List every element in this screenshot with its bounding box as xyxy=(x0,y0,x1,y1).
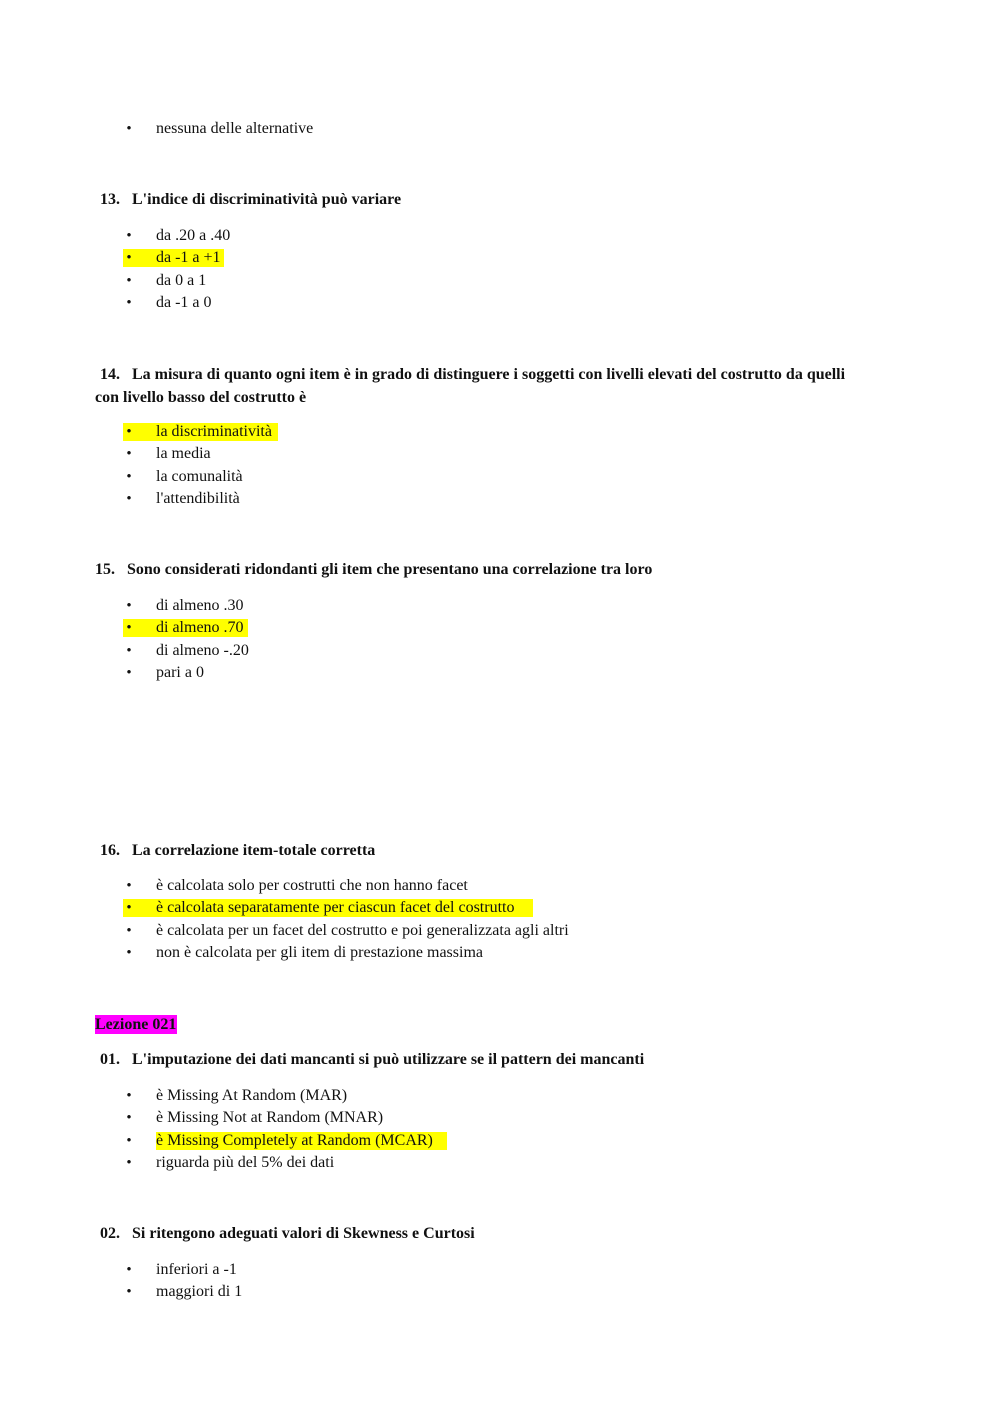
question-13: 13. L'indice di discriminatività può variare xyxy=(100,191,402,208)
list-item: • pari a 0 xyxy=(0,662,800,684)
bullet-icon: • xyxy=(126,1284,132,1301)
question-14: 14. La misura di quanto ogni item è in grado di distinguere i soggetti con livelli elevati del costrutto da quelli con livello basso del costrutto è xyxy=(95,366,846,406)
question-01: 01. L'imputazione dei dati mancanti si può utilizzare se il pattern dei mancanti xyxy=(100,1051,645,1068)
question-15: 15. Sono considerati ridondanti gli item che presentano una correlazione tra loro xyxy=(95,561,653,578)
list-item: • da .20 a .40 xyxy=(0,225,800,247)
question-02: 02. Si ritengono adeguati valori di Skewness e Curtosi xyxy=(100,1225,475,1242)
bullet-icon: • xyxy=(126,642,132,659)
list-item: • da 0 a 1 xyxy=(0,270,800,292)
list-item-highlighted: • è calcolata separatamente per ciascun facet del costrutto xyxy=(0,897,800,919)
bullet-icon: • xyxy=(126,1132,132,1149)
list-item-highlighted: • la discriminatività xyxy=(0,421,800,443)
bullet-icon: • xyxy=(126,900,132,917)
bullet-icon: • xyxy=(126,598,132,614)
question-16: 16. La correlazione item-totale corretta xyxy=(100,842,376,859)
bullet-icon: • xyxy=(126,1110,132,1127)
list-item: • da -1 a 0 xyxy=(0,292,800,314)
bullet-icon: • xyxy=(126,878,132,894)
option-list-13 xyxy=(0,225,800,314)
lesson-heading: Lezione 021 xyxy=(95,1016,177,1033)
list-item-highlighted: • è Missing Completely at Random (MCAR) xyxy=(0,1130,800,1152)
list-item: • la media xyxy=(0,443,800,465)
list-item-highlighted: • di almeno .70 xyxy=(0,617,800,639)
bullet-icon: • xyxy=(126,468,132,485)
option-list-15 xyxy=(0,595,800,684)
bullet-icon: • xyxy=(126,272,132,289)
list-item: • è Missing Not at Random (MNAR) xyxy=(0,1107,800,1129)
list-item-highlighted: • da -1 a +1 xyxy=(0,247,800,269)
bullet-icon: • xyxy=(126,424,132,440)
list-item: • inferiori a -1 xyxy=(0,1259,800,1281)
bullet-icon: • xyxy=(126,446,132,463)
bullet-icon: • xyxy=(126,121,132,137)
option-list-prev xyxy=(0,118,800,140)
list-item: • di almeno .30 xyxy=(0,595,800,617)
bullet-icon: • xyxy=(126,1088,132,1104)
list-item: • nessuna delle alternative xyxy=(0,118,800,140)
option-list-14 xyxy=(0,421,800,510)
bullet-icon: • xyxy=(126,228,132,244)
list-item: • è calcolata solo per costrutti che non hanno facet xyxy=(0,875,800,897)
bullet-icon: • xyxy=(126,1154,132,1171)
list-item: • l'attendibilità xyxy=(0,488,800,510)
bullet-icon: • xyxy=(126,1262,132,1278)
list-item: • non è calcolata per gli item di prestazione massima xyxy=(0,942,800,964)
list-item: • la comunalità xyxy=(0,466,800,488)
list-item: • è calcolata per un facet del costrutto e poi generalizzata agli altri xyxy=(0,920,800,942)
option-list-01 xyxy=(0,1085,800,1174)
list-item: • di almeno -.20 xyxy=(0,640,800,662)
list-item: • riguarda più del 5% dei dati xyxy=(0,1152,800,1174)
option-list-16 xyxy=(0,875,800,964)
bullet-icon: • xyxy=(126,294,132,311)
option-list-02 xyxy=(0,1259,800,1304)
list-item: • è Missing At Random (MAR) xyxy=(0,1085,800,1107)
bullet-icon: • xyxy=(126,922,132,939)
bullet-icon: • xyxy=(126,490,132,507)
bullet-icon: • xyxy=(126,944,132,961)
bullet-icon: • xyxy=(126,250,132,267)
bullet-icon: • xyxy=(126,664,132,681)
list-item: • maggiori di 1 xyxy=(0,1281,800,1303)
bullet-icon: • xyxy=(126,620,132,637)
